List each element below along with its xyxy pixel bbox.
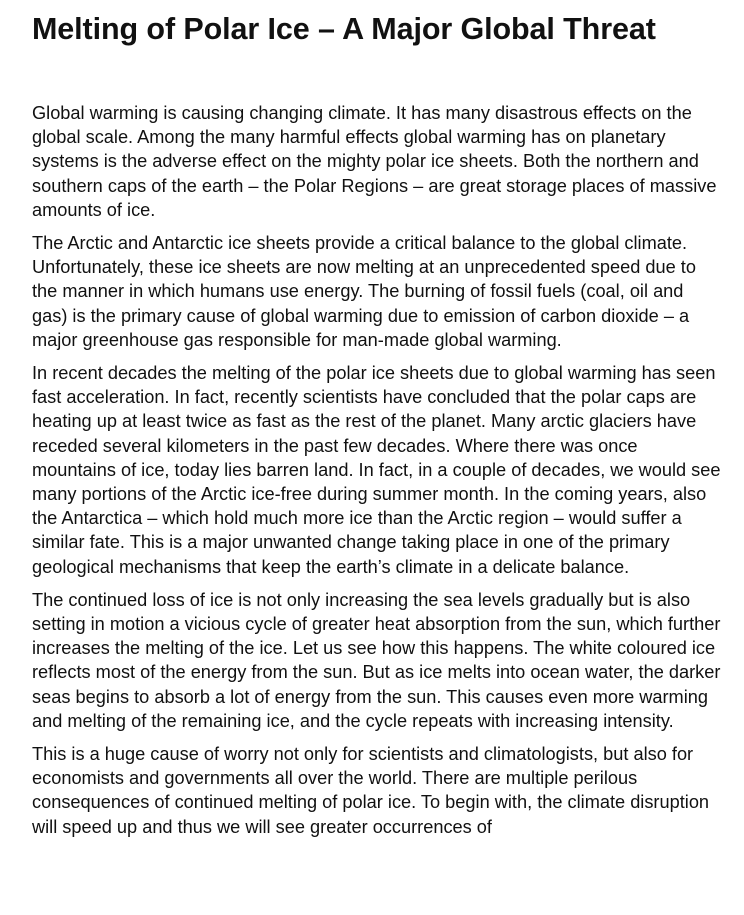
document-page <box>32 0 722 848</box>
paragraph-3: In recent decades the melting of the polar ice sheets due to global warming has seen fast acceleration. In fact, recently scientists have concluded that the polar caps are heating up at least twice as fast as the rest of the planet. Many arctic glaciers have receded several kilometers in the past few decades. Where there was once mountains of ice, today lies barren land. In fact, in a couple of decades, we would see many portions of the Arctic ice-free during summer month. In the coming years, also the Antarctica – which hold much more ice than the Arctic region – would suffer a similar fate. This is a major unwanted change taking place in one of the primary geological mechanisms that keep the earth’s climate in a delicate balance. <box>32 363 721 577</box>
paragraph-5: This is a huge cause of worry not only for scientists and climatologists, but also for economists and governments all over the world. There are multiple perilous consequences of continued melting of polar ice. To begin with, the climate disruption will speed up and thus we will see greater occurrences of <box>32 744 710 837</box>
document-title: Melting of Polar Ice – A Major Global Threat <box>32 12 656 46</box>
paragraph-2: The Arctic and Antarctic ice sheets provide a critical balance to the global climate. Unfortunately, these ice sheets are now melting at an unprecedented speed due to the manner in which humans use energy. The burning of fossil fuels (coal, oil and gas) is the primary cause of global warming due to emission of carbon dioxide – a major greenhouse gas responsible for man-made global warming. <box>32 233 696 350</box>
paragraph-1: Global warming is causing changing climate. It has many disastrous effects on the global scale. Among the many harmful effects global warming has on planetary systems is the adverse effect on the mighty polar ice sheets. Both the northern and southern caps of the earth – the Polar Regions – are great storage places of massive amounts of ice. <box>32 103 717 220</box>
document-body <box>32 101 722 839</box>
paragraph-4: The continued loss of ice is not only increasing the sea levels gradually but is also setting in motion a vicious cycle of greater heat absorption from the sun, which further increases the melting of the ice. Let us see how this happens. The white coloured ice reflects most of the energy from the sun. But as ice melts into ocean water, the darker seas begins to absorb a lot of energy from the sun. This causes even more warming and melting of the remaining ice, and the cycle repeats with increasing intensity. <box>32 589 721 731</box>
